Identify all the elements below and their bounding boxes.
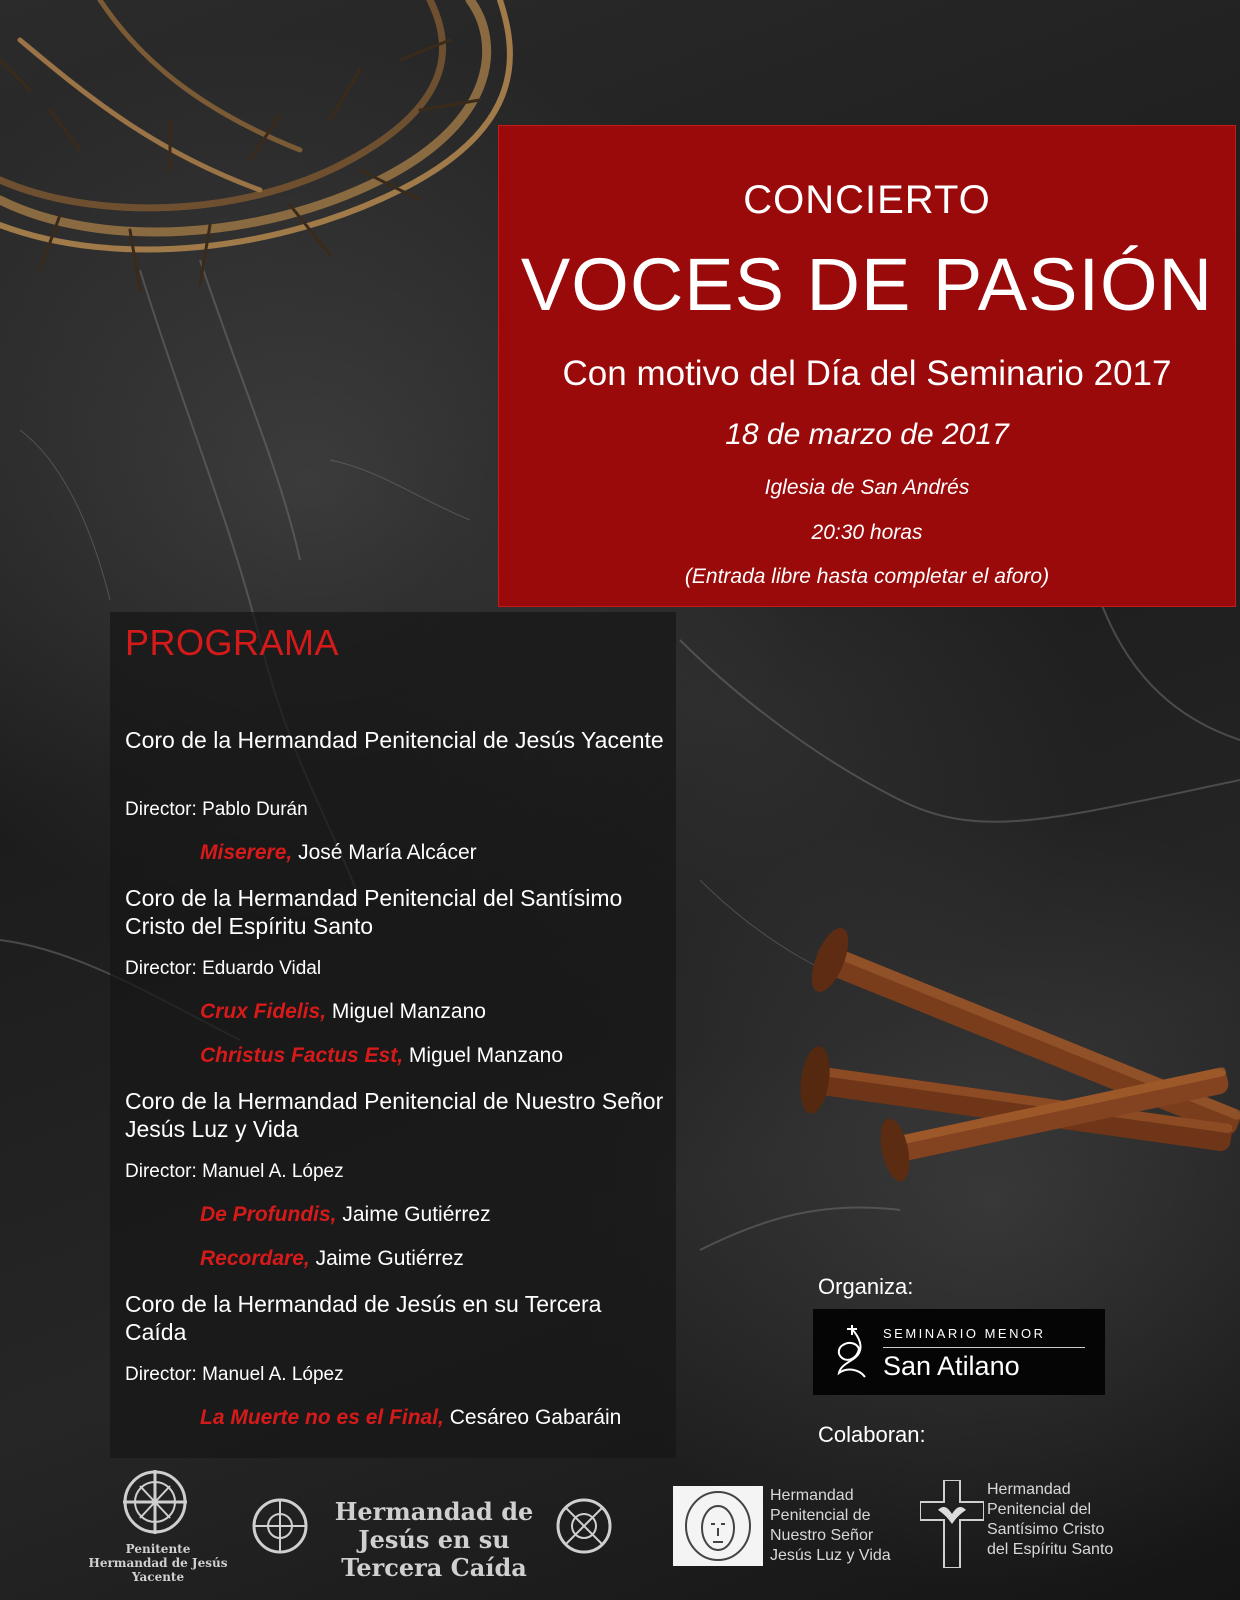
piece-composer: Jaime Gutiérrez [315, 1247, 464, 1270]
yacente-logo-text: Penitente Hermandad de Jesús Yacente [88, 1542, 228, 1584]
tercera-caida-right-emblem-icon [554, 1496, 614, 1556]
luz-y-vida-line: Hermandad [770, 1487, 854, 1504]
event-kicker: CONCIERTO [743, 178, 991, 222]
piece-title: Crux Fidelis, [200, 1000, 327, 1023]
piece-title: Recordare, [200, 1247, 310, 1270]
choir-director: Director: Manuel A. López [125, 1364, 344, 1385]
choir-name: Coro de la Hermandad de Jesús en su Tercera Caída [125, 1291, 602, 1345]
espiritu-santo-line: Penitencial del [987, 1501, 1092, 1518]
nails-graphic [796, 923, 1240, 1184]
tercera-caida-logo-text: Hermandad de Jesús en su Tercera Caída [334, 1497, 534, 1582]
choir-name: Coro de la Hermandad Penitencial de Nuestro Señor Jesús Luz y Vida [125, 1088, 664, 1142]
luz-y-vida-logo-text [770, 1486, 891, 1566]
choir-name: Coro de la Hermandad Penitencial de Jesús Yacente [125, 727, 664, 753]
piece-title: La Muerte no es el Final, [200, 1406, 444, 1429]
piece-title: De Profundis, [200, 1203, 337, 1226]
program-piece [200, 1406, 621, 1430]
choir-director: Director: Eduardo Vidal [125, 958, 322, 979]
choir-name: Coro de la Hermandad Penitencial del Santísimo Cristo del Espíritu Santo [125, 885, 623, 939]
choir-director: Director: Manuel A. López [125, 1161, 344, 1182]
seminario-small-text: SEMINARIO MENOR [883, 1326, 1046, 1341]
program-heading: PROGRAMA [125, 622, 340, 663]
program-piece [200, 1044, 563, 1068]
seminario-logo [813, 1309, 1105, 1395]
event-title-box [498, 125, 1236, 607]
event-title: VOCES DE PASIÓN [520, 243, 1214, 326]
seminario-divider [883, 1347, 1085, 1348]
program-piece [200, 1000, 486, 1024]
espiritu-santo-line: Hermandad [987, 1481, 1071, 1498]
luz-y-vida-line: Jesús Luz y Vida [770, 1547, 891, 1564]
luz-y-vida-emblem-icon [673, 1486, 763, 1566]
event-place: Iglesia de San Andrés [764, 476, 970, 499]
program-panel [110, 612, 676, 1458]
yacente-emblem-icon [110, 1466, 200, 1538]
piece-composer: Miguel Manzano [331, 1000, 486, 1023]
program-piece [200, 841, 477, 865]
espiritu-santo-line: Santísimo Cristo [987, 1521, 1105, 1538]
choir-director: Director: Pablo Durán [125, 799, 308, 820]
piece-composer: Miguel Manzano [408, 1044, 563, 1067]
espiritu-santo-logo-text [987, 1480, 1113, 1560]
luz-y-vida-line: Penitencial de [770, 1507, 871, 1524]
collaborators-label: Colaboran: [818, 1422, 926, 1447]
tercera-caida-left-emblem-icon [250, 1496, 310, 1556]
piece-composer: José María Alcácer [298, 841, 477, 864]
seminario-big-text: San Atilano [883, 1351, 1020, 1381]
event-time: 20:30 horas [811, 521, 923, 544]
event-subtitle: Con motivo del Día del Seminario 2017 [562, 354, 1172, 393]
luz-y-vida-line: Nuestro Señor [770, 1527, 874, 1544]
espiritu-santo-cross-icon [920, 1480, 984, 1568]
piece-composer: Jaime Gutiérrez [342, 1203, 491, 1226]
espiritu-santo-line: del Espíritu Santo [987, 1541, 1114, 1558]
piece-title: Miserere, [200, 841, 293, 864]
organizer-label: Organiza: [818, 1274, 914, 1299]
event-date: 18 de marzo de 2017 [725, 418, 1009, 451]
crown-of-thorns-graphic [0, 0, 510, 290]
program-piece [200, 1247, 464, 1271]
piece-composer: Cesáreo Gabaráin [449, 1406, 622, 1429]
piece-title: Christus Factus Est, [200, 1044, 404, 1067]
event-note: (Entrada libre hasta completar el aforo) [684, 565, 1050, 588]
seminario-emblem-icon [829, 1323, 875, 1383]
program-piece [200, 1203, 491, 1227]
